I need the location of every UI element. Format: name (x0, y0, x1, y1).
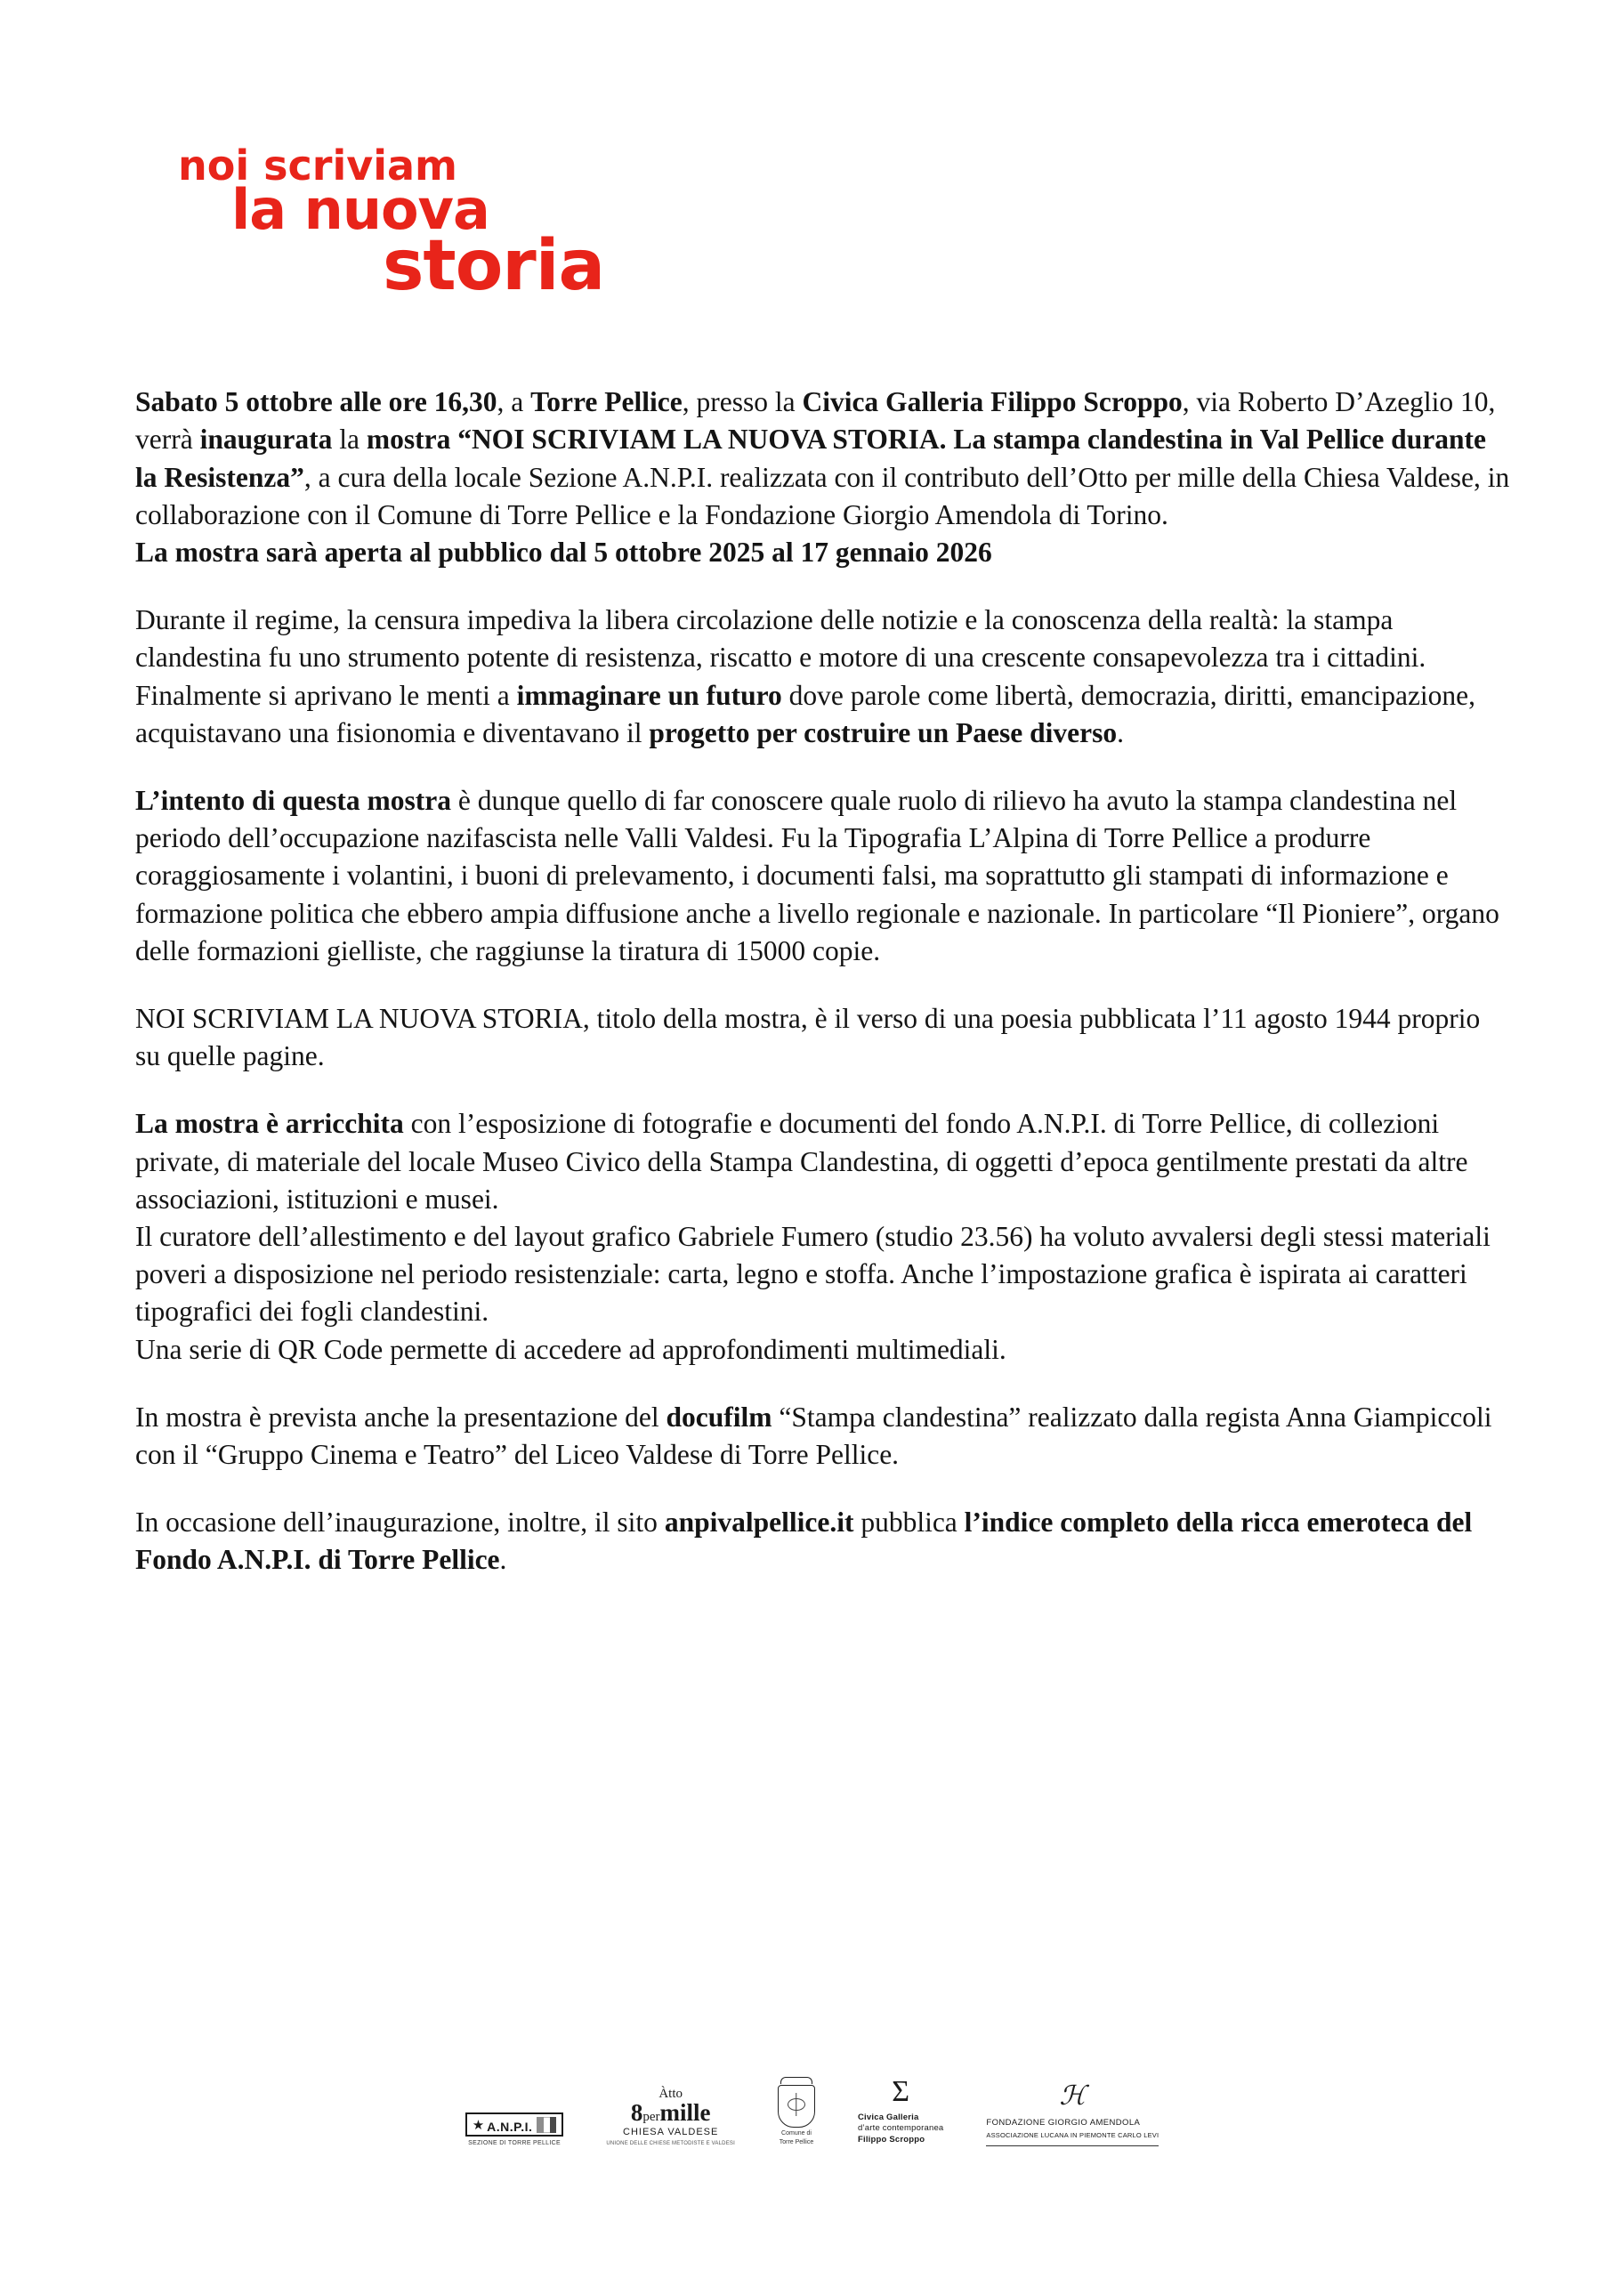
logo-line-3: storia (383, 226, 605, 307)
otto-line-3: CHIESA VALDESE (623, 2127, 719, 2137)
enrichment-lead: La mostra è arricchita (135, 1108, 404, 1140)
logo-line-1: noi scriviam (178, 141, 457, 190)
galleria-line-3: Filippo Scroppo (857, 2135, 925, 2145)
crest-shield-icon (778, 2085, 815, 2128)
anpi-logo (465, 2112, 564, 2146)
intent-lead: L’intento di questa mostra (135, 784, 451, 816)
fondazione-text (986, 2117, 1159, 2142)
anpi-logo-box (465, 2112, 564, 2137)
text-run-qrcode: Una serie di QR Code permette di accedere ad approfondimenti multimediali. (135, 1333, 1006, 1365)
docufilm-label: docufilm (666, 1401, 772, 1433)
text-run-curator: Il curatore dell’allestimento e del layout grafico Gabriele Fumero (studio 23.56) ha voluto avvalersi degli stessi materiali poveri a disposizione nel periodo resistenziale: carta, legno e stoffa. Anche l’impostazione grafica è ispirata ai caratteri tipografici dei fogli clandestini. (135, 1220, 1491, 1328)
event-venue: Civica Galleria Filippo Scroppo (802, 386, 1183, 418)
text-run: pubblica (853, 1507, 965, 1539)
crest-crown-icon (780, 2077, 812, 2084)
text-run: “Stampa clandestina” realizzato dalla regista Anna Giampiccoli con il “Gruppo Cinema e Teatro” del Liceo Valdese di Torre Pellice. (135, 1401, 1492, 1470)
star-icon: ★ (472, 2118, 485, 2133)
text-run: Durante il regime, la censura impediva la libera circolazione delle notizie e la conoscenza della realtà: la stampa clandestina fu uno strumento potente di resistenza, riscatto e motore di una crescente consapevolezza tra i cittadini. Finalmente si aprivano le menti a (135, 604, 1426, 711)
otto-per: per (642, 2110, 660, 2124)
fondazione-line-1: FONDAZIONE GIORGIO AMENDOLA (986, 2118, 1141, 2129)
logo-line-2: la nuova (231, 177, 489, 243)
text-run: , a (497, 386, 531, 418)
text-run: In mostra è prevista anche la presentazione del (135, 1401, 667, 1433)
fondazione-mark-icon: ℋ (1059, 2081, 1087, 2112)
text-run: inaugurata (199, 424, 333, 456)
otto-mille: mille (659, 2099, 711, 2126)
galleria-line-1: Civica Galleria (857, 2112, 919, 2122)
paragraph-docufilm (135, 1399, 1510, 1474)
fondazione-line-2: ASSOCIAZIONE LUCANA IN PIEMONTE CARLO LEVI (986, 2131, 1159, 2140)
text-run: . (1117, 716, 1125, 748)
document-body (135, 384, 1510, 1579)
highlight-future: immaginare un futuro (516, 679, 782, 711)
paragraph-censorship (135, 602, 1510, 752)
text-run: , via Roberto D’Azeglio 10, verrà (135, 386, 1496, 456)
exhibition-logo (156, 141, 1508, 307)
anpi-logo-text: A.N.P.I. (487, 2120, 533, 2134)
text-run: , a cura della locale Sezione A.N.P.I. realizzata con il contributo dell’Otto per mille della Chiesa Valdese, in collaborazione con il Comune di Torre Pellice e la Fondazione Giorgio Amendola di Torino. (135, 461, 1510, 530)
text-run: la (332, 424, 367, 456)
event-date: Sabato 5 ottobre alle ore 16,30 (135, 386, 497, 418)
paragraph-intent (135, 782, 1510, 970)
text-run: con l’esposizione di fotografie e documenti del fondo A.N.P.I. di Torre Pellice, di collezioni private, di materiale del locale Museo Civico della Stampa Clandestina, di oggetti d’epoca gentilmente prestati da altre associazioni, istituzioni e musei. (135, 1108, 1468, 1215)
italian-flag-icon (537, 2117, 556, 2133)
text-run: dove parole come libertà, democrazia, diritti, emancipazione, acquistavano una fisionomia e diventavano il (135, 679, 1476, 748)
event-city: Torre Pellice (530, 386, 683, 418)
website-link[interactable]: anpivalpellice.it (664, 1507, 854, 1539)
galleria-mark-icon: Ʃ (892, 2074, 910, 2108)
text-run: . (499, 1544, 507, 1576)
civica-galleria-logo (857, 2074, 944, 2146)
exhibition-period: La mostra sarà aperta al pubblico dal 5 ottobre 2025 al 17 gennaio 2026 (135, 536, 992, 568)
galleria-line-2: d’arte contemporanea (857, 2123, 944, 2134)
comune-label-1: Comune di (781, 2129, 812, 2137)
otto-line-4: UNIONE DELLE CHIESE METODISTE E VALDESI (606, 2141, 735, 2146)
otto-number: 8 (630, 2099, 643, 2126)
fondazione-amendola-logo (986, 2083, 1159, 2146)
otto-line-2 (631, 2101, 711, 2125)
comune-torre-pellice-logo (778, 2077, 815, 2146)
paragraph-event-details (135, 384, 1510, 571)
text-run: In occasione dell’inaugurazione, inoltre, il sito (135, 1507, 665, 1539)
otto-per-mille-logo (606, 2088, 735, 2146)
otto-line-1: Àtto (658, 2087, 683, 2101)
paragraph-exhibition-content (135, 1105, 1510, 1368)
text-run: , presso la (682, 386, 803, 418)
galleria-text (858, 2112, 943, 2146)
comune-label-2: Torre Pellice (779, 2139, 814, 2146)
highlight-project: progetto per costruire un Paese diverso (649, 716, 1118, 748)
paragraph-title-origin: NOI SCRIVIAM LA NUOVA STORIA, titolo della mostra, è il verso di una poesia pubblicata l’11 agosto 1944 proprio su quelle pagine. (135, 1002, 1481, 1072)
paragraph-website (135, 1504, 1510, 1579)
exhibition-title: mostra “NOI SCRIVIAM LA NUOVA STORIA. La stampa clandestina in Val Pellice durante la Resistenza” (135, 424, 1486, 493)
archive-index-label: l’indice completo della ricca emeroteca del Fondo A.N.P.I. di Torre Pellice (135, 1507, 1473, 1576)
anpi-logo-subtitle: SEZIONE DI TORRE PELLICE (468, 2140, 561, 2146)
footer-logo-strip (0, 2074, 1624, 2146)
text-run: è dunque quello di far conoscere quale ruolo di rilievo ha avuto la stampa clandestina nel periodo dell’occupazione nazifascista nelle Valli Valdesi. Fu la Tipografia L’Alpina di Torre Pellice a produrre coraggiosamente i volantini, i buoni di prelevamento, i documenti falsi, ma soprattutto gli stampati di informazione e formazione politica che ebbero ampia diffusione anche a livello regionale e nazionale. In particolare “Il Pioniere”, organo delle formazioni gielliste, che raggiunse la tiratura di 15000 copie. (135, 784, 1499, 966)
